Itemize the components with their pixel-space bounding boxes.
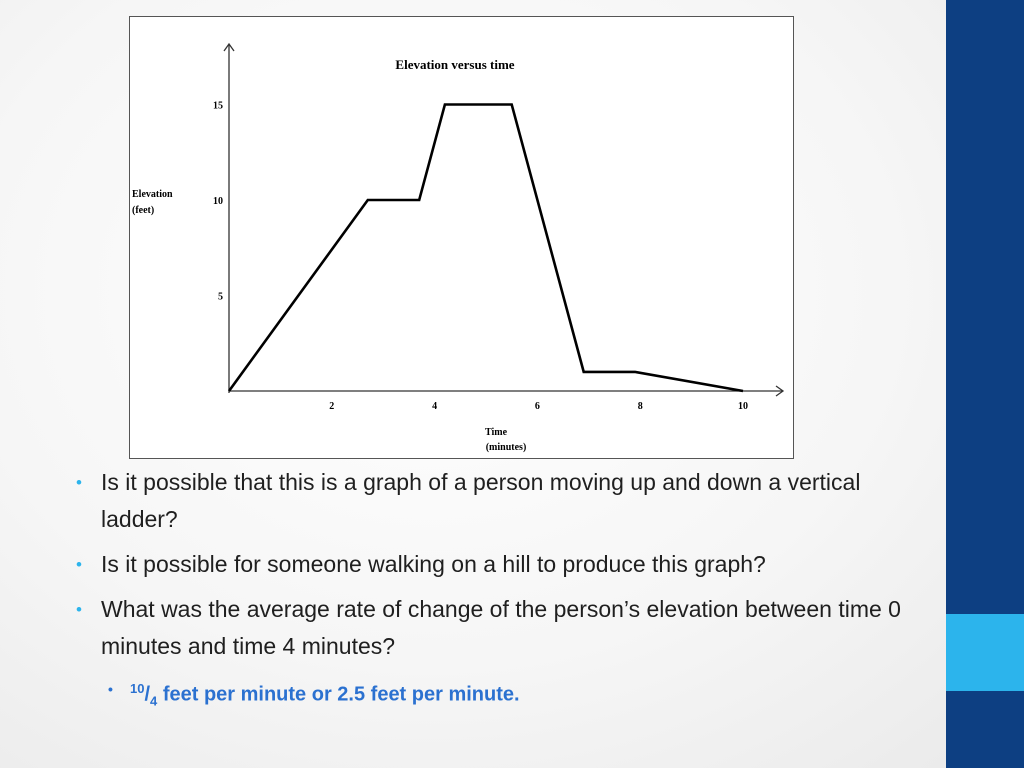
- bullet-text: What was the average rate of change of the person’s elevation between time 0 minutes and time 4 minutes?: [101, 596, 901, 659]
- answer-sub-bullet: [108, 673, 916, 718]
- x-tick-label: 2: [329, 401, 335, 412]
- x-tick-labels: [329, 401, 748, 412]
- y-tick-labels: [213, 101, 223, 303]
- chart-title: Elevation versus time: [395, 57, 515, 72]
- chart-box: [129, 16, 794, 459]
- bullet-text: Is it possible that this is a graph of a person moving up and down a vertical ladder?: [101, 469, 861, 532]
- bullet-dot-icon: •: [76, 555, 82, 574]
- answer-denominator: 4: [150, 693, 158, 709]
- bullet-dot-icon: •: [76, 473, 82, 492]
- x-tick-label: 6: [534, 401, 540, 412]
- bullet-text: Is it possible for someone walking on a hill to produce this graph?: [101, 551, 766, 577]
- bullet-dot-icon: •: [76, 600, 82, 619]
- bullet-list: [76, 464, 916, 718]
- y-tick-label: 15: [213, 100, 223, 112]
- bullet-item: [76, 591, 916, 665]
- answer-slash: /: [144, 683, 151, 706]
- x-tick-label: 4: [432, 401, 438, 412]
- answer-text: feet per minute or 2.5 feet per minute.: [157, 683, 520, 706]
- elevation-chart: [130, 17, 793, 458]
- answer-numerator: 10: [130, 681, 145, 696]
- side-accent: [946, 614, 1024, 691]
- x-tick-label: 8: [637, 401, 643, 412]
- sub-bullet-dot-icon: •: [108, 681, 113, 697]
- x-axis-label-line2: (minutes): [485, 442, 527, 453]
- x-axis-label-line1: Time: [484, 427, 508, 438]
- y-axis-label-line1: Elevation: [132, 189, 173, 200]
- y-tick-label: 10: [213, 196, 223, 207]
- y-axis-label-line2: (feet): [132, 205, 155, 216]
- x-tick-label: 10: [738, 401, 748, 412]
- bullet-item: [76, 464, 916, 538]
- y-tick-label: 5: [218, 291, 223, 303]
- bullet-item: [76, 546, 916, 583]
- elevation-series-line: [229, 105, 743, 392]
- series-group: [229, 105, 743, 392]
